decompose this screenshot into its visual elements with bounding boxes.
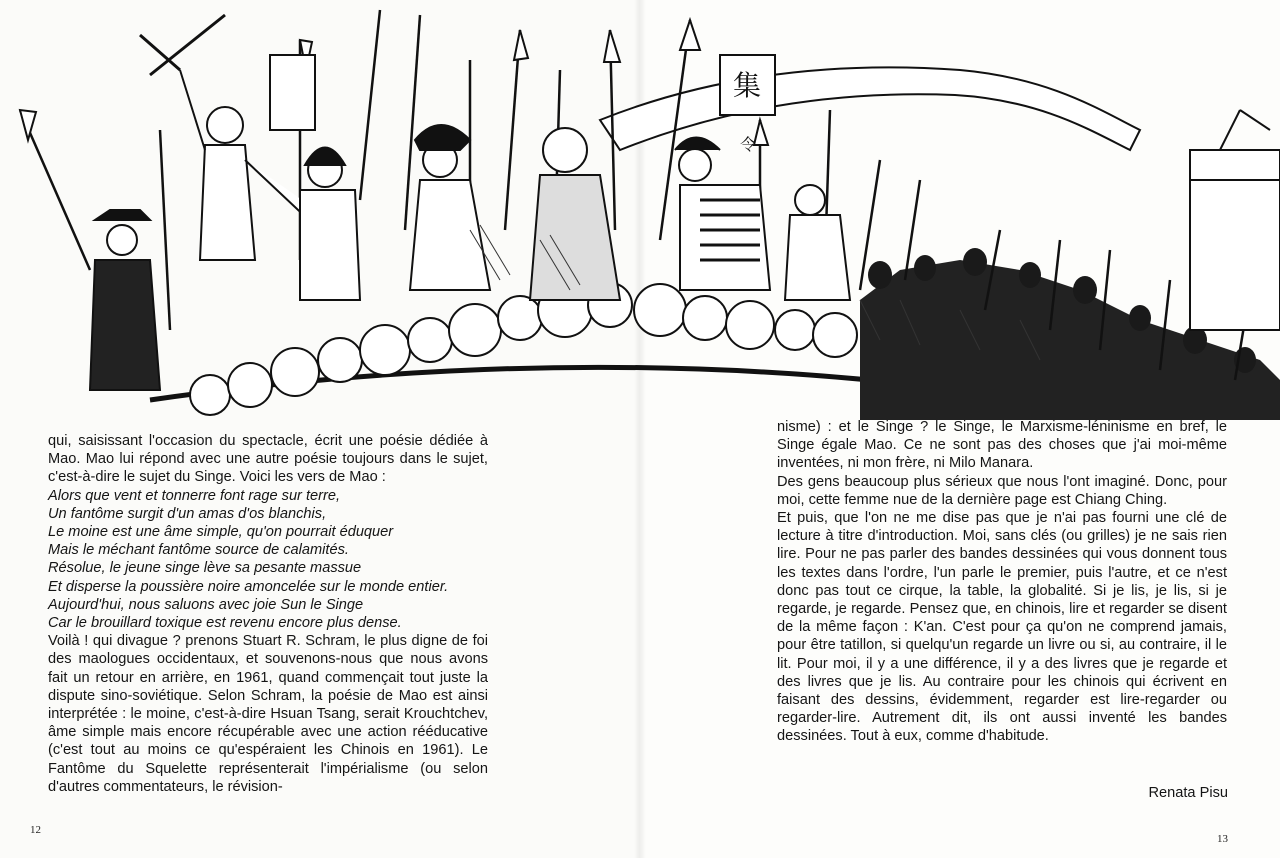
poem-line: Aujourd'hui, nous saluons avec joie Sun le Singe	[48, 596, 364, 613]
right-paragraph-3: Et puis, que l'on ne me dise pas que je n'ai pas fourni une clé de lecture à titre d'introduction. Moi, sans clés (ou grilles) je ne sais rien lire. Pour ne pas parler des bandes dessinées qui vous donnent tous les textes dans l'ordre, l'un parle le premier, puis l'autre, et ce n'est donc pas tout ce cirque, la table, la globalité. Si je lis, je lis, si je regarde, je regarde. Pensez que, en chinois, lire et regarder se disent de la même façon : K'an. C'est pour ça qu'on ne comprend jamais, pour être tatillon, si quelqu'un regarde un livre ou si, au contraire, il le lit. Pour moi, il y a une différence, il y a des livres que je regarde et des livres que je lis. Au contraire pour les chinois qui écrivent en faisant des dessins, évidemment, regarder est lire-regarder ou regarder-lire. Autrement dit, ils ont aussi inventé les bandes dessinées. Tout à eux, comme d'habitude.	[777, 510, 1227, 745]
right-text-column	[777, 418, 1227, 746]
page-number-right: 13	[1217, 833, 1228, 845]
raised-sword	[140, 15, 225, 75]
poem-line: Car le brouillard toxique est revenu encore plus dense.	[48, 615, 402, 632]
author-signature: Renata Pisu	[1148, 785, 1228, 801]
right-paragraph-1: nisme) : et le Singe ? le Singe, le Marxisme-léninisme en bref, le Singe égale Mao. Ce ne sont pas des choses que j'ai moi-même inventées, ni mon frère, ni Milo Manara.	[777, 419, 1227, 472]
poem-line: Un fantôme surgit d'un amas d'os blanchis,	[48, 505, 327, 522]
poem-line: Alors que vent et tonnerre font rage sur terre,	[48, 487, 341, 504]
poem-line: Résolue, le jeune singe lève sa pesante massue	[48, 560, 362, 577]
left-text-column	[48, 432, 488, 796]
left-paragraph-schram: Voilà ! qui divague ? prenons Stuart R. Schram, le plus digne de foi des maologues occidentaux, et souvenons-nous que nous avons fait un retour en arrière, en 1961, quand commençait tout juste la dispute sino-soviétique. Selon Schram, la poésie de Mao est ainsi interprétée : le moine, c'est-à-dire Hsuan Tsang, serait Krouchtchev, âme simple mais encore récupérable avec une action rééducative (c'est tout au moins ce qu'espéraient les Chinois en 1961). Le Fantôme du Squelette représenterait l'impérialisme (ou selon d'autres commentateurs, le révision-	[48, 633, 488, 795]
battle-scene-illustration	[0, 0, 1280, 420]
flag-glyph-1: 集	[733, 69, 762, 102]
cloud-puffs	[190, 283, 857, 415]
flag-glyph-2: 令	[740, 135, 757, 154]
poem-line: Et disperse la poussière noire amoncelée sur le monde entier.	[48, 578, 449, 595]
poem-line: Le moine est une âme simple, qu'on pourrait éduquer	[48, 524, 394, 541]
left-paragraph-intro: qui, saisissant l'occasion du spectacle, écrit une poésie dédiée à Mao. Mao lui répond avec une autre poésie toujours dans le sujet, c'est-à-dire le sujet du Singe. Voici les vers de Mao :	[48, 433, 488, 486]
mao-poem	[48, 487, 488, 633]
page-number-left: 12	[30, 824, 41, 836]
right-paragraph-2: Des gens beaucoup plus sérieux que nous l'ont imaginé. Donc, pour moi, cette femme nue de la dernière page est Chiang Ching.	[777, 473, 1227, 508]
building-right	[1190, 110, 1280, 330]
poem-line: Mais le méchant fantôme source de calamités.	[48, 542, 349, 559]
flag-left	[270, 55, 315, 130]
